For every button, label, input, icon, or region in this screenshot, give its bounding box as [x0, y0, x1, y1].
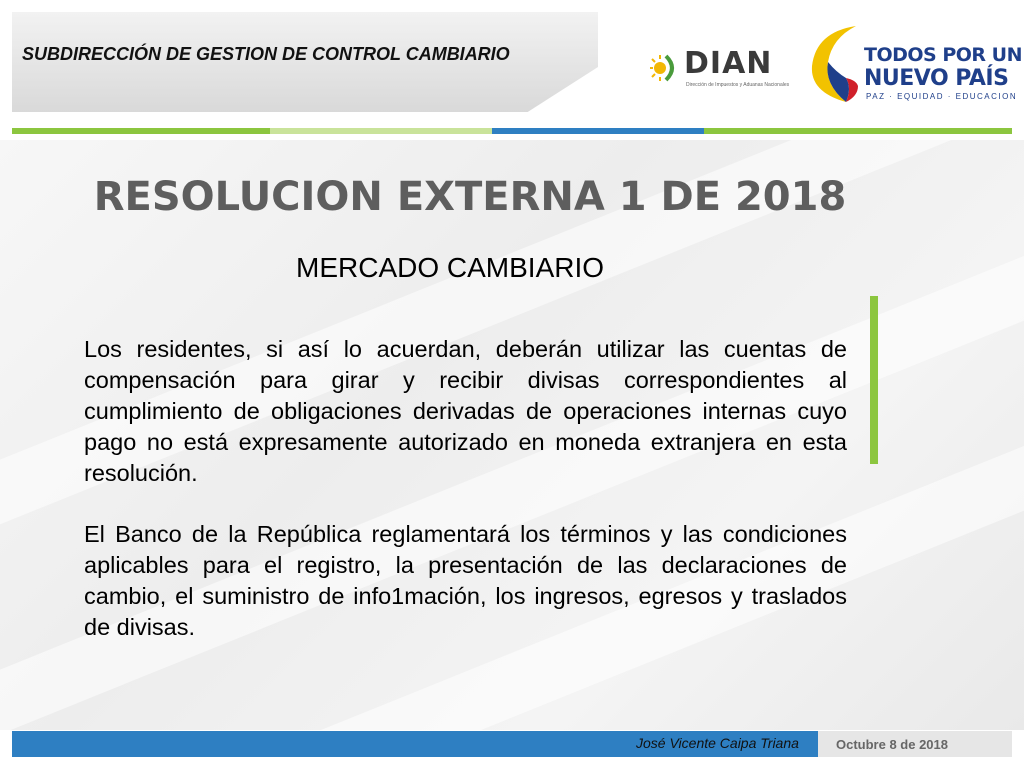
header-title: SUBDIRECCIÓN DE GESTION DE CONTROL CAMBIARIO — [22, 44, 510, 64]
footer-date: Octubre 8 de 2018 — [836, 737, 948, 752]
gov-logo-line1: TODOS POR UN — [864, 44, 1022, 66]
slide-subtitle: MERCADO CAMBIARIO — [296, 252, 605, 283]
gov-logo-line2: NUEVO PAÍS — [864, 66, 1009, 91]
gov-logo-tagline: PAZ · EQUIDAD · EDUCACION — [866, 92, 1018, 101]
paragraph-1: Los residentes, si así lo acuerdan, deberán utilizar las cuentas de compensación para girar y recibir divisas correspondientes al cumplimiento de obligaciones derivadas de operaciones internas cuyo pago no está expresamente autorizado en moneda extranjera en esta resolución. — [84, 336, 847, 486]
accent-bar — [870, 296, 878, 464]
dian-logo — [648, 44, 790, 92]
dian-sun-icon — [648, 52, 680, 84]
dian-wordmark: DIAN — [684, 46, 773, 81]
header-line-green — [12, 128, 270, 134]
header-line-green-right — [704, 128, 1012, 134]
header-line-blue — [492, 128, 704, 134]
paragraph-2: El Banco de la República reglamentará los términos y las condiciones aplicables para el registro, la presentación de las declaraciones de cambio, el suministro de info1mación, los ingresos, egresos y traslados de divisas. — [84, 521, 847, 640]
gov-logo — [806, 22, 1022, 106]
header-line-light-green — [270, 128, 492, 134]
dian-subtext: Dirección de Impuestos y Aduanas Nacionales — [686, 82, 790, 88]
footer-author: José Vicente Caipa Triana — [636, 735, 799, 751]
colombia-flag-swoosh-icon — [806, 22, 862, 106]
slide-title: RESOLUCION EXTERNA 1 DE 2018 — [93, 174, 847, 220]
